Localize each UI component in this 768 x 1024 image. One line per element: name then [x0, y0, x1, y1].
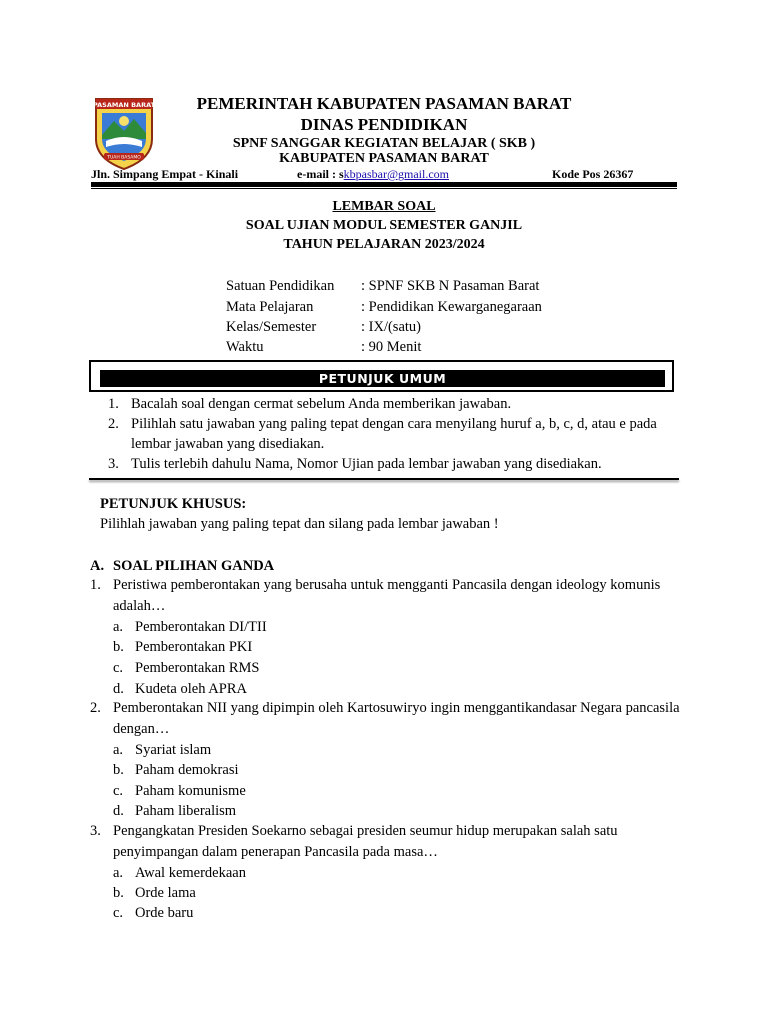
list-text: Bacalah soal dengan cermat sebelum Anda memberikan jawaban.	[131, 396, 512, 412]
option-1d	[113, 679, 247, 699]
list-item	[108, 394, 680, 414]
info-value: : 90 Menit	[361, 339, 422, 355]
list-text: Tulis terlebih dahulu Nama, Nomor Ujian pada lembar jawaban yang disediakan.	[131, 456, 602, 472]
option-letter: d.	[113, 803, 124, 819]
list-item	[108, 414, 680, 454]
doc-title	[120, 197, 648, 216]
option-letter: b.	[113, 639, 124, 655]
info-key: Mata Pelajaran	[226, 299, 314, 315]
option-text: Orde baru	[135, 905, 194, 921]
option-letter: b.	[113, 762, 124, 778]
logo-text-top: PASAMAN BARAT	[92, 101, 156, 109]
header-divider-thin	[91, 188, 677, 189]
question-1	[90, 575, 680, 616]
option-text: Pemberontakan DI/TII	[135, 619, 267, 635]
question-number: 2.	[90, 700, 101, 716]
doc-title-text: LEMBAR SOAL	[332, 199, 436, 214]
question-number: 1.	[90, 577, 101, 593]
doc-subtitle: SOAL UJIAN MODUL SEMESTER GANJIL	[245, 218, 523, 233]
option-letter: b.	[113, 885, 124, 901]
option-letter: c.	[113, 783, 124, 799]
header-email	[297, 167, 449, 182]
option-3b	[113, 883, 196, 903]
info-row-subject	[226, 297, 542, 317]
list-number: 2.	[108, 416, 119, 432]
option-2a	[113, 740, 211, 760]
section-a-letter: A.	[90, 558, 105, 574]
option-letter: c.	[113, 660, 124, 676]
special-instructions-heading: PETUNJUK KHUSUS:	[100, 496, 247, 512]
question-text: Peristiwa pemberontakan yang berusaha untuk mengganti Pancasila dengan ideology komunis adalah…	[113, 577, 661, 614]
list-number: 3.	[108, 456, 119, 472]
list-text: Pilihlah satu jawaban yang paling tepat dengan cara menyilang huruf a, b, c, d, atau e pada lembar jawaban yang disediakan.	[131, 416, 657, 452]
logo-text-bottom: TUAH BASAMO	[107, 155, 141, 161]
option-2b	[113, 760, 239, 780]
option-letter: a.	[113, 742, 124, 758]
header-divider	[91, 182, 677, 187]
general-instructions-list	[108, 394, 680, 474]
option-letter: c.	[113, 905, 124, 921]
list-item	[108, 454, 680, 474]
info-row-unit	[226, 276, 539, 296]
info-key: Satuan Pendidikan	[226, 278, 335, 294]
header-government: PEMERINTAH KABUPATEN PASAMAN BARAT	[196, 94, 572, 113]
option-text: Paham demokrasi	[135, 762, 239, 778]
option-text: Paham liberalism	[135, 803, 237, 819]
header-address: Jln. Simpang Empat - Kinali	[91, 167, 239, 181]
option-1a	[113, 617, 267, 637]
option-text: Paham komunisme	[135, 783, 246, 799]
info-value: : Pendidikan Kewarganegaraan	[361, 299, 542, 315]
header-department: DINAS PENDIDIKAN	[300, 115, 468, 134]
option-3a	[113, 863, 246, 883]
option-text: Awal kemerdekaan	[135, 865, 246, 881]
option-text: Syariat islam	[135, 742, 212, 758]
question-3	[90, 821, 680, 862]
option-text: Pemberontakan PKI	[135, 639, 253, 655]
option-text: Pemberontakan RMS	[135, 660, 260, 676]
header-institution: SPNF SANGGAR KEGIATAN BELAJAR ( SKB )	[232, 136, 536, 151]
question-text: Pengangkatan Presiden Soekarno sebagai presiden seumur hidup merupakan salah satu penyimpangan dalam penerapan Pancasila pada masa…	[113, 823, 618, 860]
option-1b	[113, 637, 252, 657]
option-letter: a.	[113, 619, 124, 635]
info-value: : SPNF SKB N Pasaman Barat	[361, 278, 540, 294]
option-letter: a.	[113, 865, 124, 881]
general-instructions-heading: PETUNJUK UMUM	[100, 370, 665, 387]
option-text: Kudeta oleh APRA	[135, 681, 247, 697]
section-a-heading: SOAL PILIHAN GANDA	[113, 558, 275, 574]
info-key: Kelas/Semester	[226, 319, 317, 335]
option-2d	[113, 801, 236, 821]
info-key: Waktu	[226, 339, 264, 355]
list-number: 1.	[108, 396, 119, 412]
doc-year: TAHUN PELAJARAN 2023/2024	[283, 237, 485, 252]
header-regency: KABUPATEN PASAMAN BARAT	[279, 151, 489, 166]
question-2	[90, 698, 680, 739]
option-1c	[113, 658, 259, 678]
option-letter: d.	[113, 681, 124, 697]
info-row-class	[226, 317, 421, 337]
instructions-divider	[89, 478, 679, 480]
option-text: Orde lama	[135, 885, 196, 901]
question-number: 3.	[90, 823, 101, 839]
info-row-time	[226, 337, 421, 357]
header-postcode: Kode Pos 26367	[552, 167, 634, 181]
special-instructions-text: Pilihlah jawaban yang paling tepat dan silang pada lembar jawaban !	[100, 516, 499, 532]
email-link[interactable]: kbpasbar@gmail.com	[343, 167, 450, 181]
option-2c	[113, 781, 246, 801]
info-value: : IX/(satu)	[361, 319, 421, 335]
option-3c	[113, 903, 193, 923]
email-label: e-mail : s	[297, 167, 344, 181]
question-text: Pemberontakan NII yang dipimpin oleh Kartosuwiryo ingin menggantikandasar Negara pancasila dengan…	[113, 700, 680, 737]
